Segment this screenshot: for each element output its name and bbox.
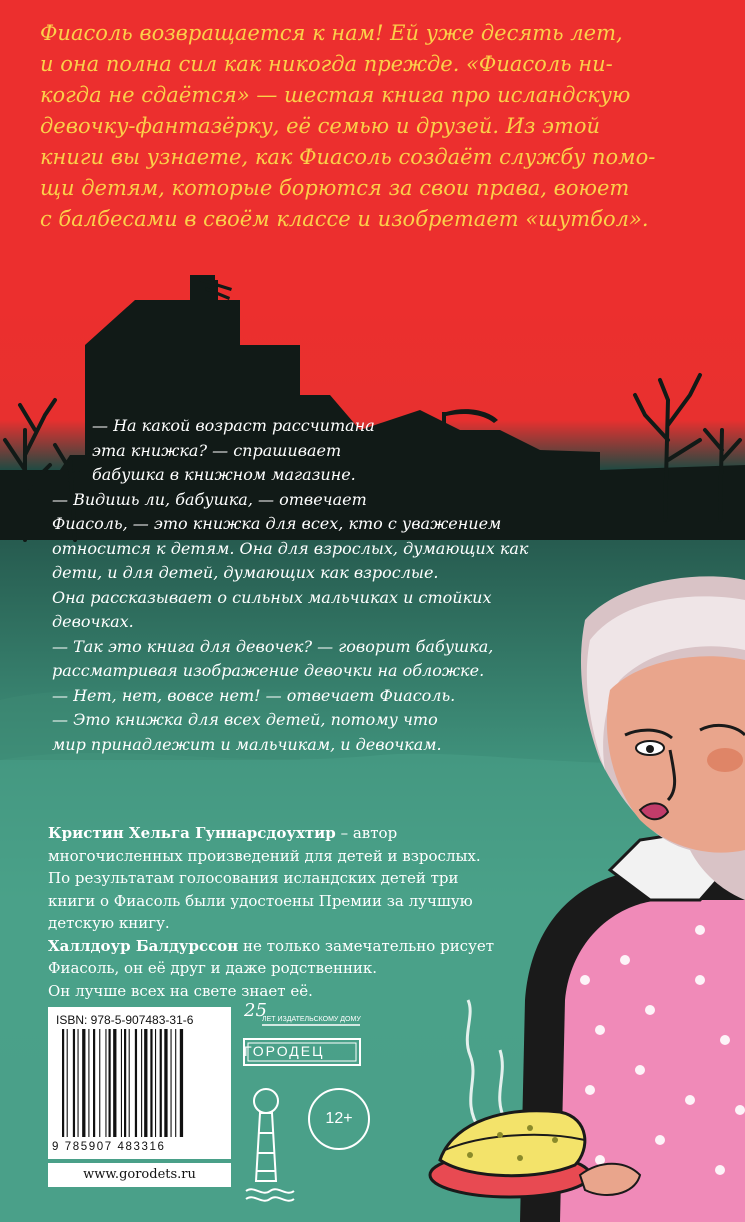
- dialogue-line: Она рассказывает о сильных мальчиках и стойких: [52, 587, 492, 607]
- barcode-bar: [88, 1029, 89, 1137]
- illustrator-bio-line: Он лучше всех на свете знает её.: [48, 981, 313, 1000]
- dialogue-line: дети, и для детей, думающих как взрослые.: [52, 563, 439, 582]
- author-bio-line: По результатам голосования исландских детей три: [48, 869, 459, 887]
- barcode-bar: [62, 1029, 64, 1137]
- dialogue-line: — Так это книга для девочек? — говорит бабушка,: [52, 636, 494, 656]
- barcode-bar: [155, 1029, 156, 1137]
- barcode-bar: [82, 1029, 85, 1137]
- description-line: книги вы узнаете, как Фиасоль создаёт службу помо-: [40, 145, 656, 169]
- barcode-bar: [150, 1029, 152, 1137]
- author-bio-line: многочисленных произведений для детей и взрослых.: [48, 846, 481, 865]
- dialogue-line: бабушка в книжном магазине.: [92, 465, 356, 484]
- dialogue-line: эта книжка? — спрашивает: [92, 440, 342, 460]
- illustrator-bio-line: Фиасоль, он её друг и даже родственник.: [48, 959, 378, 977]
- description-line: девочку-фантазёрку, её семью и друзей. Из этой: [40, 114, 601, 138]
- dialogue-excerpt: [52, 414, 572, 757]
- description-line: когда не сдаётся» — шестая книга про исландскую: [40, 83, 631, 107]
- anniversary-subtitle: ЛЕТ ИЗДАТЕЛЬСКОМУ ДОМУ: [262, 1016, 361, 1023]
- illustrator-bio-text: не только замечательно рисует: [238, 936, 495, 955]
- barcode-bars: [62, 1029, 222, 1141]
- dialogue-line: девочках.: [52, 612, 134, 631]
- barcode-bar: [113, 1029, 116, 1137]
- author-bio-line: детскую книгу.: [48, 914, 170, 932]
- barcode-bar: [99, 1029, 100, 1137]
- barcode-bar: [121, 1029, 122, 1137]
- dialogue-line: — Это книжка для всех детей, потому что: [52, 710, 438, 729]
- barcode-bar: [144, 1029, 147, 1137]
- isbn-text: ISBN: 978-5-907483-31-6: [56, 1013, 194, 1027]
- lighthouse-icon: [246, 1089, 294, 1201]
- dialogue-line: — Нет, нет, вовсе нет! — отвечает Фиасоль.: [52, 685, 456, 705]
- anniversary-number: 25: [244, 1000, 267, 1021]
- illustrator-bio-line: [48, 935, 528, 958]
- author-bio-line: книги о Фиасоль были удостоены Премии за лучшую: [48, 891, 473, 910]
- barcode-bar: [135, 1029, 137, 1137]
- description-line: и она полна сил как никогда прежде. «Фиасоль ни-: [40, 52, 613, 76]
- description-line: щи детям, которые борются за свои права, воюет: [40, 176, 630, 200]
- barcode-bar: [141, 1029, 142, 1137]
- author-bio-text: – автор: [335, 824, 398, 842]
- barcode-bar: [180, 1029, 183, 1137]
- dialogue-line: Фиасоль, — это книжка для всех, кто с уважением: [52, 514, 502, 533]
- barcode-bar: [129, 1029, 130, 1137]
- barcode-bar: [175, 1029, 176, 1137]
- dialogue-line: мир принадлежит и мальчикам, и девочкам.: [52, 734, 442, 754]
- dialogue-line: рассматривая изображение девочки на обложке.: [52, 661, 485, 680]
- illustrator-name: Халлдоур Балдурссон: [48, 936, 239, 955]
- dialogue-line: — Видишь ли, бабушка, — отвечает: [52, 489, 367, 509]
- barcode-bar: [171, 1029, 172, 1137]
- barcode-panel: [48, 1007, 231, 1159]
- barcode-digits: 9 785907 483316: [52, 1141, 166, 1153]
- barcode-bar: [160, 1029, 162, 1137]
- publisher-name: ГОРОДЕЦ: [244, 1043, 325, 1059]
- dialogue-line: — На какой возраст рассчитана: [92, 416, 375, 435]
- dialogue-line: относится к детям. Она для взрослых, думающих как: [52, 538, 529, 558]
- barcode-bar: [78, 1029, 79, 1137]
- barcode-bar: [164, 1029, 167, 1137]
- barcode-bar: [124, 1029, 126, 1137]
- barcode-bar: [93, 1029, 95, 1137]
- barcode-bar: [67, 1029, 68, 1137]
- author-bio-line: [48, 822, 528, 845]
- barcode-bar: [109, 1029, 111, 1137]
- author-name: Кристин Хельга Гуннарсдоухтир: [48, 824, 336, 842]
- description-line: с балбесами в своём классе и изобретает «шутбол».: [40, 207, 649, 231]
- creators-bio: [48, 822, 528, 1002]
- barcode-bar: [73, 1029, 75, 1137]
- description-line: Фиасоль возвращается к нам! Ей уже десять лет,: [40, 21, 623, 45]
- barcode-bar: [105, 1029, 106, 1137]
- book-description: [40, 18, 705, 235]
- publisher-website: www.gorodets.ru: [48, 1163, 231, 1187]
- age-rating-badge: 12+: [308, 1088, 370, 1150]
